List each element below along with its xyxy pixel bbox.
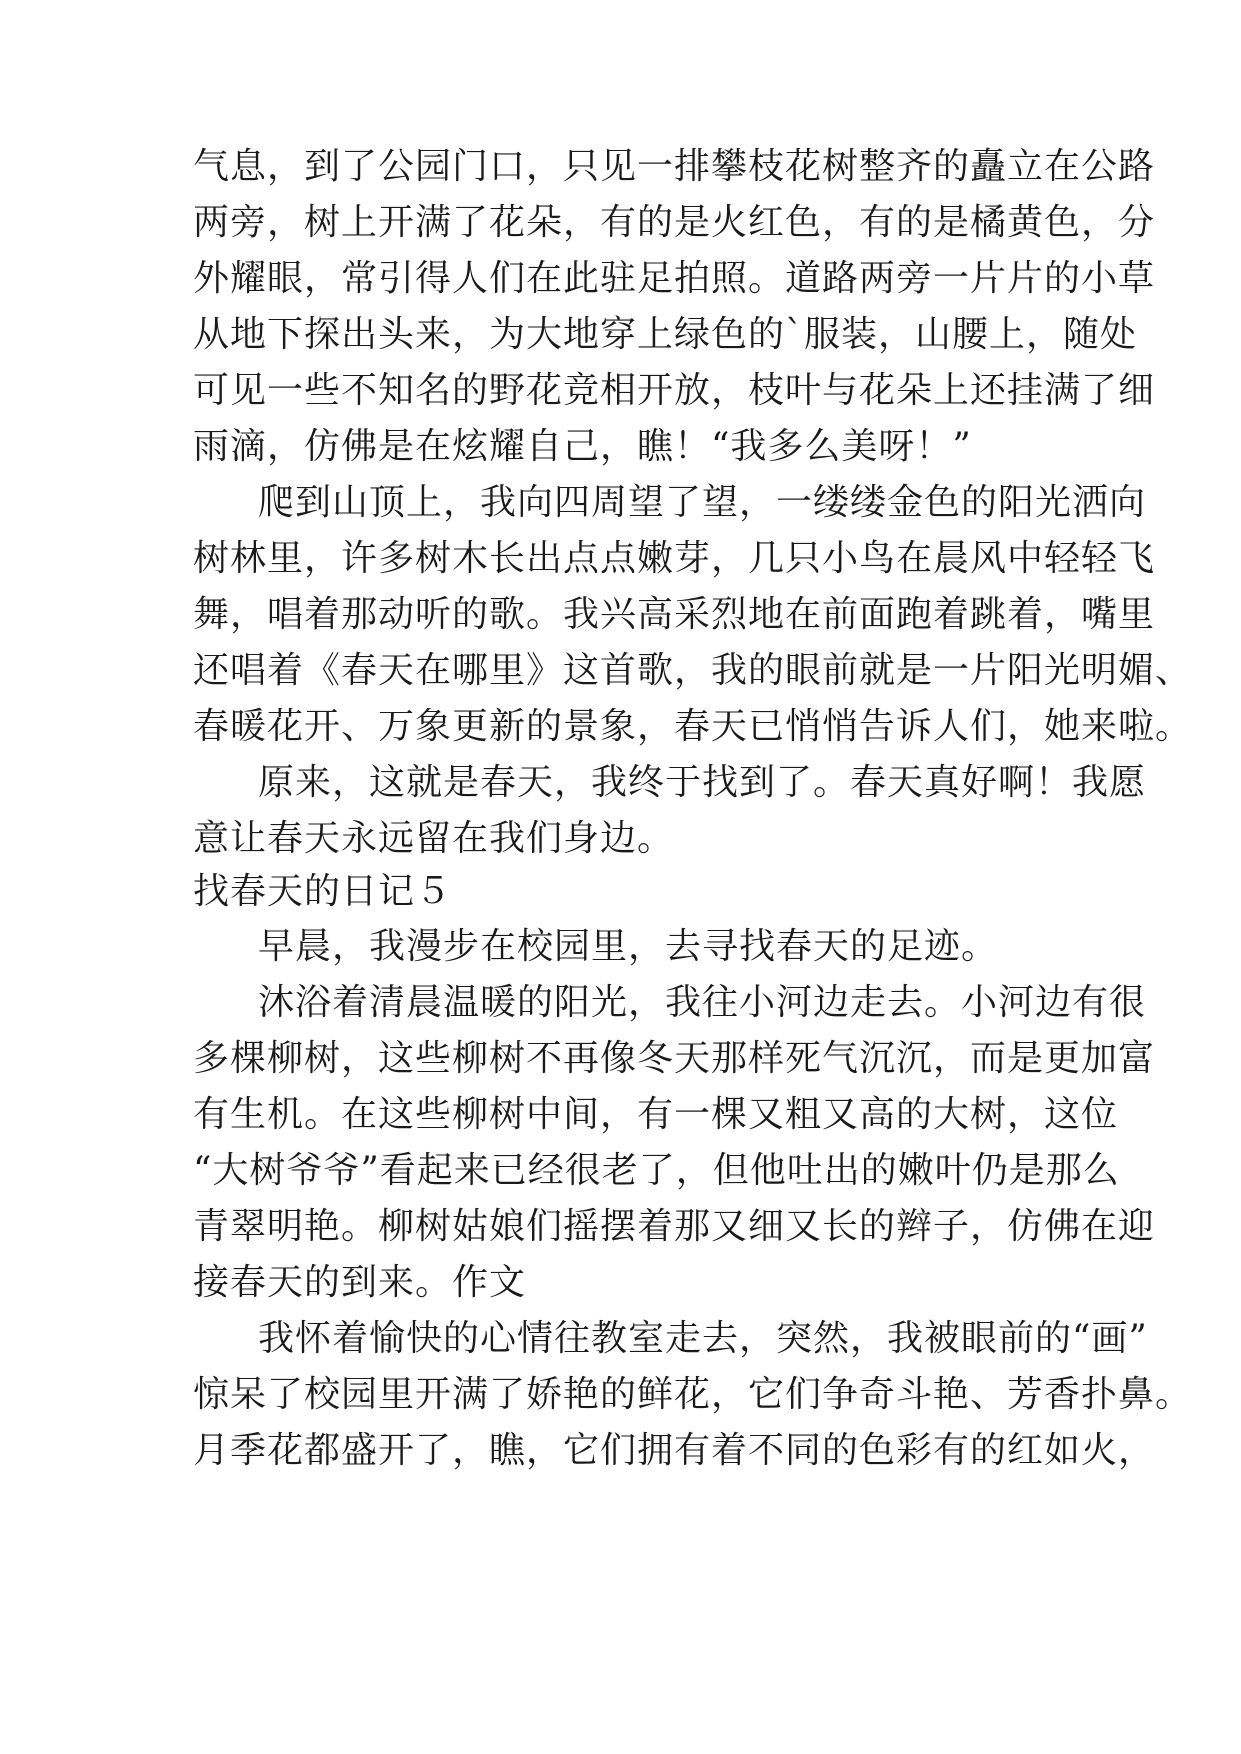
text-line: “大树爷爷”看起来已经很老了，但他吐出的嫩叶仍是那么 <box>193 1150 1120 1191</box>
text-line: 意让春天永远留在我们身边。 <box>193 818 675 859</box>
section-heading: 找春天的日记５ <box>193 871 453 912</box>
text-line: 从地下探出头来，为大地穿上绿色的`服装，山腰上，随处 <box>193 314 1138 355</box>
paragraph-first-line: 我怀着愉快的心情往教室走去，突然，我被眼前的“画” <box>258 1318 1148 1359</box>
paragraph-first-line: 爬到山顶上，我向四周望了望，一缕缕金色的阳光洒向 <box>258 482 1147 523</box>
text-line: 青翠明艳。柳树姑娘们摇摆着那又细又长的辫子，仿佛在迎 <box>193 1206 1156 1247</box>
text-line: 还唱着《春天在哪里》这首歌，我的眼前就是一片阳光明媚、 <box>193 650 1193 691</box>
text-line: 春暖花开、万象更新的景象，春天已悄悄告诉人们，她来啦。 <box>193 706 1193 747</box>
text-line: 两旁，树上开满了花朵，有的是火红色，有的是橘黄色，分 <box>193 202 1156 243</box>
text-line: 多棵柳树，这些柳树不再像冬天那样死气沉沉，而是更加富 <box>193 1038 1156 1079</box>
text-line: 惊呆了校园里开满了娇艳的鲜花，它们争奇斗艳、芳香扑鼻。 <box>193 1374 1193 1415</box>
text-line: 舞，唱着那动听的歌。我兴高采烈地在前面跑着跳着，嘴里 <box>193 594 1156 635</box>
text-line: 树林里，许多树木长出点点嫩芽，几只小鸟在晨风中轻轻飞 <box>193 538 1156 579</box>
text-line: 气息，到了公园门口，只见一排攀枝花树整齐的矗立在公路 <box>193 146 1156 187</box>
paragraph-first-line: 原来，这就是春天，我终于找到了。春天真好啊！我愿 <box>258 762 1147 803</box>
text-line: 有生机。在这些柳树中间，有一棵又粗又高的大树，这位 <box>193 1094 1119 1135</box>
text-line: 雨滴，仿佛是在炫耀自己，瞧！“我多么美呀！” <box>193 426 972 467</box>
text-line: 接春天的到来。作文 <box>193 1262 527 1303</box>
text-line: 月季花都盛开了，瞧，它们拥有着不同的色彩有的红如火， <box>193 1430 1156 1471</box>
paragraph-first-line: 沐浴着清晨温暖的阳光，我往小河边走去。小河边有很 <box>258 982 1147 1023</box>
text-line: 外耀眼，常引得人们在此驻足拍照。道路两旁一片片的小草 <box>193 258 1156 299</box>
paragraph-first-line: 早晨，我漫步在校园里，去寻找春天的足迹。 <box>258 926 999 967</box>
text-line: 可见一些不知名的野花竞相开放，枝叶与花朵上还挂满了细 <box>193 370 1156 411</box>
